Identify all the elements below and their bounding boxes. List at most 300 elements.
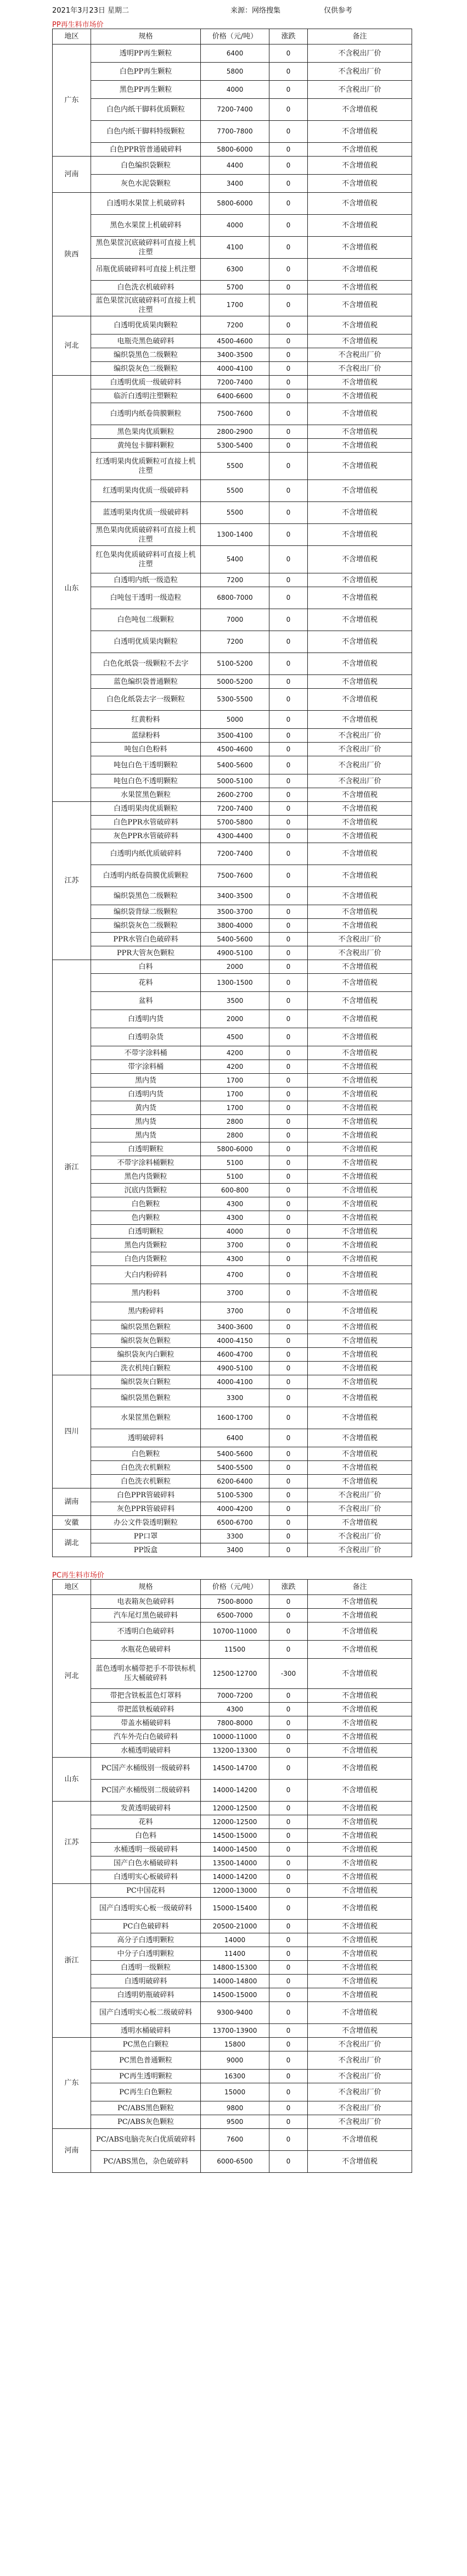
spec-cell: 白透明颗粒: [91, 1225, 201, 1239]
price-cell: 5800-6000: [201, 143, 269, 157]
spec-cell: 发黄透明破碎料: [91, 1802, 201, 1815]
spec-cell: 蓝透明果肉优质一级破碎料: [91, 502, 201, 524]
table-row: [53, 631, 412, 653]
price-cell: 4200: [201, 1046, 269, 1060]
price-cell: 4500-4600: [201, 334, 269, 348]
spec-cell: 吨包白色粉料: [91, 743, 201, 756]
note-cell: 不含增值税: [308, 121, 412, 143]
price-cell: 6400: [201, 1429, 269, 1447]
spec-cell: 白透明水果筐上机破碎料: [91, 193, 201, 215]
price-cell: 14000-14200: [201, 1780, 269, 1802]
change-cell: 0: [269, 237, 308, 259]
table-row: [53, 653, 412, 675]
table-row: [53, 1101, 412, 1115]
table-row: [53, 2151, 412, 2173]
table-row: [53, 1475, 412, 1488]
spec-cell: 白透明果肉优质颗粒: [91, 802, 201, 816]
price-cell: 4900-5100: [201, 1362, 269, 1375]
price-cell: 7200: [201, 631, 269, 653]
spec-cell: 黑色内货颗粒: [91, 1239, 201, 1252]
change-cell: 0: [269, 1622, 308, 1641]
price-cell: 13700-13900: [201, 2024, 269, 2038]
note-cell: 不含增值税: [308, 609, 412, 631]
col-header-spec: 规格: [91, 29, 201, 44]
change-cell: 0: [269, 1947, 308, 1961]
price-cell: 3400: [201, 1543, 269, 1557]
spec-cell: 白色编织袋颗粒: [91, 157, 201, 175]
note-cell: 不含增值税: [308, 1961, 412, 1975]
spec-cell: 白色颗粒: [91, 1197, 201, 1211]
table-row: [53, 63, 412, 81]
change-cell: 0: [269, 121, 308, 143]
pp-section-title: PP再生料市场价: [52, 21, 104, 29]
spec-cell: 红透明果肉优质颗粒可直接上机注塑: [91, 453, 201, 480]
change-cell: 0: [269, 1802, 308, 1815]
note-cell: 不含增值税: [308, 960, 412, 974]
note-cell: 不含增值税: [308, 215, 412, 237]
spec-cell: 白料: [91, 960, 201, 974]
note-cell: 不含税出厂价: [308, 2038, 412, 2051]
note-cell: 不含增值税: [308, 439, 412, 453]
spec-cell: 不透明白色破碎料: [91, 1622, 201, 1641]
note-cell: 不含增值税: [308, 1074, 412, 1088]
change-cell: 0: [269, 1266, 308, 1284]
change-cell: 0: [269, 425, 308, 439]
table-row: [53, 1302, 412, 1320]
table-row: [53, 2038, 412, 2051]
change-cell: 0: [269, 609, 308, 631]
region-cell: 四川: [53, 1375, 91, 1488]
change-cell: 0: [269, 1334, 308, 1348]
price-cell: 15000: [201, 2083, 269, 2101]
note-cell: 不含增值税: [308, 1780, 412, 1802]
spec-cell: 黑内货: [91, 1129, 201, 1142]
spec-cell: 编织袋背绿二级颗粒: [91, 905, 201, 919]
change-cell: 0: [269, 1933, 308, 1947]
table-row: [53, 2083, 412, 2101]
note-cell: 不含增值税: [308, 2024, 412, 2038]
note-cell: 不含税出厂价: [308, 2051, 412, 2070]
price-cell: 3300: [201, 1389, 269, 1407]
price-cell: 4600-4700: [201, 1348, 269, 1362]
table-row: [53, 1641, 412, 1659]
spec-cell: 电瓶壳黑色破碎料: [91, 334, 201, 348]
price-cell: 3700: [201, 1284, 269, 1302]
change-cell: 0: [269, 1101, 308, 1115]
price-cell: 3500-4100: [201, 729, 269, 743]
price-cell: 1300-1500: [201, 974, 269, 992]
change-cell: 0: [269, 788, 308, 802]
spec-cell: 临沂白透明注塑颗粒: [91, 389, 201, 403]
table-row: [53, 502, 412, 524]
col-header-note: 备注: [308, 29, 412, 44]
change-cell: 0: [269, 689, 308, 711]
table-row: [53, 1530, 412, 1543]
spec-cell: PC白色破碎料: [91, 1920, 201, 1933]
change-cell: 0: [269, 2024, 308, 2038]
note-cell: 不含增值税: [308, 1225, 412, 1239]
spec-cell: 白色内纸干脚料特级颗粒: [91, 121, 201, 143]
table-row: [53, 1046, 412, 1060]
spec-cell: 白透明破碎料: [91, 1975, 201, 1988]
price-cell: 10700-11000: [201, 1622, 269, 1641]
table-row: [53, 743, 412, 756]
change-cell: 0: [269, 802, 308, 816]
change-cell: 0: [269, 99, 308, 121]
price-cell: 6000-6500: [201, 2151, 269, 2173]
note-cell: 不含增值税: [308, 1898, 412, 1920]
note-cell: 不含税出厂价: [308, 362, 412, 376]
change-cell: -300: [269, 1659, 308, 1689]
table-row: [53, 573, 412, 587]
note-cell: 不含增值税: [308, 1988, 412, 2002]
change-cell: 0: [269, 2115, 308, 2129]
table-row: [53, 1730, 412, 1744]
change-cell: 0: [269, 573, 308, 587]
note-cell: 不含税出厂价: [308, 1530, 412, 1543]
note-cell: 不含税出厂价: [308, 2070, 412, 2083]
change-cell: 0: [269, 403, 308, 425]
table-row: [53, 1010, 412, 1028]
note-cell: 不含增值税: [308, 816, 412, 829]
change-cell: 0: [269, 946, 308, 960]
change-cell: 0: [269, 1530, 308, 1543]
price-cell: 4500-4600: [201, 743, 269, 756]
table-row: [53, 1870, 412, 1884]
price-cell: 5800: [201, 63, 269, 81]
note-cell: 不含增值税: [308, 1744, 412, 1758]
change-cell: 0: [269, 1302, 308, 1320]
table-row: [53, 960, 412, 974]
table-row: [53, 843, 412, 865]
price-cell: 7200-7400: [201, 99, 269, 121]
table-row: [53, 689, 412, 711]
spec-cell: 水果筐黑色颗粒: [91, 788, 201, 802]
table-row: [53, 802, 412, 816]
price-cell: 14000-14200: [201, 1870, 269, 1884]
note-cell: 不含增值税: [308, 1689, 412, 1703]
note-cell: 不含增值税: [308, 1010, 412, 1028]
note-cell: 不含增值税: [308, 1046, 412, 1060]
table-row: [53, 121, 412, 143]
spec-cell: 吨包白色不透明颗粒: [91, 774, 201, 788]
table-row: [53, 1362, 412, 1375]
price-cell: 12500-12700: [201, 1659, 269, 1689]
price-cell: 7500-7600: [201, 865, 269, 887]
table-row: [53, 1266, 412, 1284]
spec-cell: PP饭盒: [91, 1543, 201, 1557]
note-cell: 不含税出厂价: [308, 1502, 412, 1516]
note-cell: 不含增值税: [308, 1197, 412, 1211]
region-cell: 浙江: [53, 1884, 91, 2038]
change-cell: 0: [269, 376, 308, 389]
spec-cell: 白色洗衣机颗粒: [91, 1475, 201, 1488]
table-header-row: [53, 1580, 412, 1595]
table-row: [53, 2115, 412, 2129]
note-cell: 不含增值税: [308, 1252, 412, 1266]
spec-cell: 吨包白色干透明颗粒: [91, 756, 201, 774]
spec-cell: 透明PP再生颗粒: [91, 44, 201, 63]
price-cell: 7200-7400: [201, 802, 269, 816]
note-cell: 不含增值税: [308, 389, 412, 403]
price-cell: 5500: [201, 453, 269, 480]
table-row: [53, 1429, 412, 1447]
spec-cell: 黑色果肉优质颗粒: [91, 425, 201, 439]
spec-cell: 白色内货颗粒: [91, 1252, 201, 1266]
spec-cell: 编织袋灰色颗粒: [91, 1334, 201, 1348]
change-cell: 0: [269, 729, 308, 743]
spec-cell: 白色内纸干脚料优质颗粒: [91, 99, 201, 121]
spec-cell: 电表箱灰色破碎料: [91, 1595, 201, 1609]
price-cell: 20500-21000: [201, 1920, 269, 1933]
spec-cell: 带把蓝铁板破碎料: [91, 1703, 201, 1716]
spec-cell: 编织袋灰白颗粒: [91, 1375, 201, 1389]
change-cell: 0: [269, 1780, 308, 1802]
spec-cell: 透明破碎料: [91, 1429, 201, 1447]
table-row: [53, 453, 412, 480]
note-cell: 不含增值税: [308, 281, 412, 294]
spec-cell: 蓝色编织袋普通颗粒: [91, 675, 201, 689]
change-cell: 0: [269, 63, 308, 81]
table-row: [53, 1609, 412, 1622]
price-cell: 4400: [201, 157, 269, 175]
change-cell: 0: [269, 1884, 308, 1898]
price-cell: 5100: [201, 1156, 269, 1170]
region-cell: 陕西: [53, 193, 91, 316]
change-cell: 0: [269, 1815, 308, 1829]
note-cell: 不含增值税: [308, 1302, 412, 1320]
price-cell: 4000: [201, 81, 269, 99]
note-cell: 不含增值税: [308, 1060, 412, 1074]
note-cell: 不含增值税: [308, 1334, 412, 1348]
note-cell: 不含增值税: [308, 1884, 412, 1898]
note-cell: 不含增值税: [308, 237, 412, 259]
table-row: [53, 334, 412, 348]
change-cell: 0: [269, 546, 308, 573]
table-row: [53, 788, 412, 802]
table-row: [53, 1703, 412, 1716]
table-row: [53, 1284, 412, 1302]
note-cell: 不含增值税: [308, 573, 412, 587]
table-row: [53, 1884, 412, 1898]
table-row: [53, 403, 412, 425]
spec-cell: 白透明奶瓶破碎料: [91, 1988, 201, 2002]
price-cell: 9000: [201, 2051, 269, 2070]
change-cell: 0: [269, 1284, 308, 1302]
price-cell: 16300: [201, 2070, 269, 2083]
change-cell: 0: [269, 2051, 308, 2070]
region-cell: 山东: [53, 376, 91, 802]
table-row: [53, 2101, 412, 2115]
change-cell: 0: [269, 816, 308, 829]
price-cell: 15000-15400: [201, 1898, 269, 1920]
table-row: [53, 1334, 412, 1348]
table-row: [53, 1348, 412, 1362]
note-cell: 不含税出厂价: [308, 2115, 412, 2129]
spec-cell: 花料: [91, 974, 201, 992]
spec-cell: 白透明实心板破碎料: [91, 1870, 201, 1884]
table-row: [53, 1252, 412, 1266]
table-row: [53, 215, 412, 237]
table-row: [53, 546, 412, 573]
price-cell: 3700: [201, 1239, 269, 1252]
note-cell: 不含税出厂价: [308, 933, 412, 946]
change-cell: 0: [269, 1389, 308, 1407]
price-cell: 6500-6700: [201, 1516, 269, 1530]
table-row: [53, 1129, 412, 1142]
change-cell: 0: [269, 1988, 308, 2002]
table-row: [53, 1447, 412, 1461]
note-cell: 不含增值税: [308, 905, 412, 919]
price-cell: 5300-5400: [201, 439, 269, 453]
spec-cell: 灰色水泥袋颗粒: [91, 175, 201, 193]
price-cell: 4700: [201, 1266, 269, 1284]
table-row: [53, 1320, 412, 1334]
change-cell: 0: [269, 362, 308, 376]
table-row: [53, 439, 412, 453]
region-cell: 河北: [53, 316, 91, 376]
spec-cell: 吊瓶优质破碎料可直接上机注塑: [91, 259, 201, 281]
change-cell: 0: [269, 1320, 308, 1334]
table-row: [53, 816, 412, 829]
price-cell: 4300: [201, 1252, 269, 1266]
price-cell: 7200-7400: [201, 376, 269, 389]
table-row: [53, 1595, 412, 1609]
note-cell: 不含增值税: [308, 887, 412, 905]
region-cell: 湖南: [53, 1488, 91, 1516]
spec-cell: 白色颗粒: [91, 1447, 201, 1461]
spec-cell: 灰色PPR水管破碎料: [91, 829, 201, 843]
price-cell: 5000: [201, 711, 269, 729]
table-row: [53, 905, 412, 919]
spec-cell: 带盖水桶破碎料: [91, 1716, 201, 1730]
note-cell: 不含增值税: [308, 1156, 412, 1170]
table-row: [53, 99, 412, 121]
price-cell: 5000-5200: [201, 675, 269, 689]
spec-cell: 水桶透明破碎料: [91, 1744, 201, 1758]
change-cell: 0: [269, 1475, 308, 1488]
note-cell: 不含增值税: [308, 403, 412, 425]
table-row: [53, 1716, 412, 1730]
table-row: [53, 1239, 412, 1252]
price-cell: 4300: [201, 1197, 269, 1211]
change-cell: 0: [269, 933, 308, 946]
note-cell: 不含增值税: [308, 865, 412, 887]
spec-cell: 编织袋黑色二级颗粒: [91, 887, 201, 905]
price-cell: 5800-6000: [201, 1142, 269, 1156]
price-cell: 4200: [201, 1060, 269, 1074]
spec-cell: PPR大管灰色颗粒: [91, 946, 201, 960]
spec-cell: 黑色内货颗粒: [91, 1170, 201, 1184]
change-cell: 0: [269, 1142, 308, 1156]
note-cell: 不含增值税: [308, 1920, 412, 1933]
note-cell: 不含增值税: [308, 2129, 412, 2151]
region-cell: 浙江: [53, 960, 91, 1375]
change-cell: 0: [269, 2002, 308, 2024]
change-cell: 0: [269, 653, 308, 675]
spec-cell: 编织袋黑色颗粒: [91, 1389, 201, 1407]
change-cell: 0: [269, 2070, 308, 2083]
note-cell: 不含增值税: [308, 2002, 412, 2024]
note-cell: 不含税出厂价: [308, 44, 412, 63]
price-cell: 7700-7800: [201, 121, 269, 143]
col-header-note: 备注: [308, 1580, 412, 1595]
col-header-region: 地区: [53, 1580, 91, 1595]
table-row: [53, 425, 412, 439]
note-cell: 不含增值税: [308, 1730, 412, 1744]
change-cell: 0: [269, 2101, 308, 2115]
price-cell: 3800-4000: [201, 919, 269, 933]
note-cell: 不含税出厂价: [308, 729, 412, 743]
table-row: [53, 919, 412, 933]
price-cell: 4000-4100: [201, 1375, 269, 1389]
spec-cell: PC中国花料: [91, 1884, 201, 1898]
change-cell: 0: [269, 294, 308, 316]
table-row: [53, 1211, 412, 1225]
note-cell: 不含增值税: [308, 689, 412, 711]
change-cell: 0: [269, 143, 308, 157]
table-row: [53, 316, 412, 334]
table-row: [53, 294, 412, 316]
price-cell: 5300-5500: [201, 689, 269, 711]
price-cell: 12000-12500: [201, 1815, 269, 1829]
spec-cell: PC国产水桶级别一级破碎料: [91, 1758, 201, 1780]
table-row: [53, 1074, 412, 1088]
price-cell: 5400: [201, 546, 269, 573]
table-row: [53, 1975, 412, 1988]
spec-cell: 白色化纸袋去字一级颗粒: [91, 689, 201, 711]
price-cell: 6500-7000: [201, 1609, 269, 1622]
table-row: [53, 1225, 412, 1239]
spec-cell: 灰色PPR管破碎料: [91, 1502, 201, 1516]
spec-cell: 透明水桶破碎料: [91, 2024, 201, 2038]
spec-cell: 白透明内货: [91, 1010, 201, 1028]
spec-cell: 红色果肉优质破碎料可直接上机注塑: [91, 546, 201, 573]
note-cell: 不含增值税: [308, 502, 412, 524]
spec-cell: 白色化纸袋一级颗粒不去字: [91, 653, 201, 675]
price-cell: 2800: [201, 1129, 269, 1142]
price-cell: 13200-13300: [201, 1744, 269, 1758]
price-cell: 1700: [201, 294, 269, 316]
price-cell: 2800-2900: [201, 425, 269, 439]
change-cell: 0: [269, 1447, 308, 1461]
note-cell: 不含增值税: [308, 802, 412, 816]
spec-cell: 黑色果肉优质破碎料可直接上机注塑: [91, 524, 201, 546]
spec-cell: 白透明颗粒: [91, 1142, 201, 1156]
table-row: [53, 480, 412, 502]
table-row: [53, 281, 412, 294]
change-cell: 0: [269, 1758, 308, 1780]
price-cell: 7600: [201, 2129, 269, 2151]
pc-price-table: [52, 1579, 412, 2173]
table-row: [53, 2002, 412, 2024]
region-cell: 河南: [53, 157, 91, 193]
table-row: [53, 1115, 412, 1129]
note-cell: 不含税出厂价: [308, 743, 412, 756]
change-cell: 0: [269, 1060, 308, 1074]
spec-cell: 汽车外壳白色破碎料: [91, 1730, 201, 1744]
spec-cell: 中分子白透明颗粒: [91, 1947, 201, 1961]
region-cell: 湖北: [53, 1530, 91, 1557]
change-cell: 0: [269, 1920, 308, 1933]
table-row: [53, 974, 412, 992]
note-cell: 不含税出厂价: [308, 63, 412, 81]
spec-cell: 黄内货: [91, 1101, 201, 1115]
note-cell: 不含增值税: [308, 1975, 412, 1988]
spec-cell: 白透明一级颗粒: [91, 1961, 201, 1975]
note-cell: 不含增值税: [308, 1641, 412, 1659]
price-cell: 5500: [201, 480, 269, 502]
